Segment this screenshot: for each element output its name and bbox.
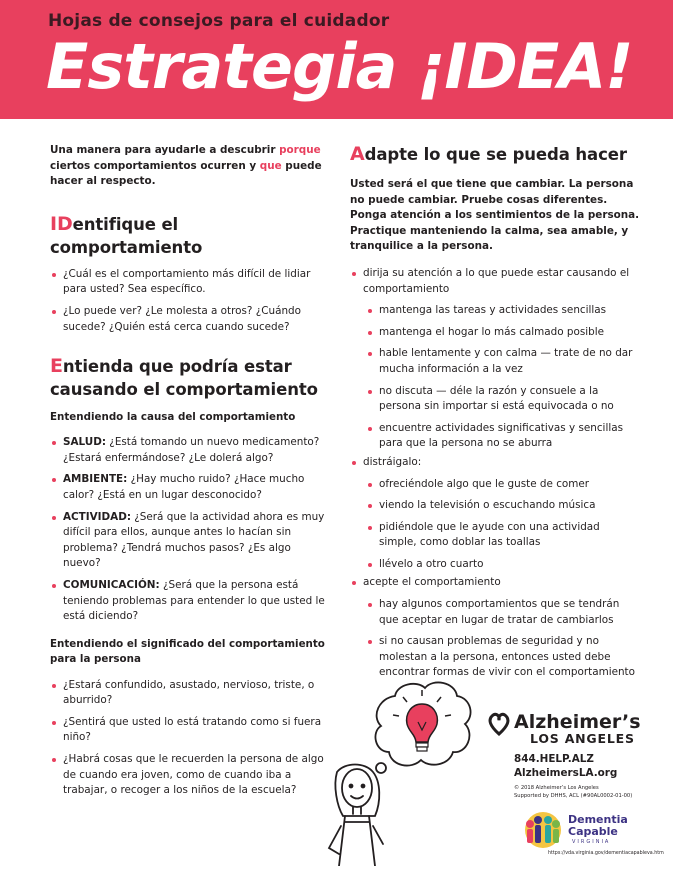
dc-line-3: VIRGINIA [572,839,611,845]
cause-text: ¿Será que la actividad ahora es muy difícil para ellos, aunque antes lo hacían sin problema? ¿Tendrá muchos pasos? ¿Es algo nuevo? [63,510,325,570]
cause-text: ¿Será que la persona está teniendo problemas para entender lo que usted le está diciendo? [63,578,325,623]
list-item: ¿Cuál es el comportamiento más difícil de lidiar para usted? Sea específico. [50,267,330,298]
phone-number: 844.HELP.ALZ [514,753,594,765]
adapt-heading [350,143,640,166]
cause-list [50,435,330,625]
website: AlzheimersLA.org [514,767,618,779]
adapt-list-3 [350,575,640,591]
list-item: dirija su atención a lo que puede estar causando el comportamiento [350,266,640,297]
meaning-heading: Entendiendo el significado del comportamiento para la persona [50,637,325,665]
list-item [50,578,330,625]
support-line: Supported by DHHS, ACL (#90AL0002-01-00) [514,793,633,799]
list-item: ¿Sentirá que usted lo está tratando como si fuera niño? [50,715,330,746]
intro-paragraph [50,143,330,190]
intro-porque: porque [279,144,321,156]
adapt-rest: dapte lo que se pueda hacer [364,145,627,164]
list-item: no discuta — déle la razón y consuele a la persona sin importar si está equivocada o no [366,384,640,415]
list-item: mantenga el hogar lo más calmado posible [366,325,640,341]
people-icon [520,810,566,850]
adapt-sublist-3 [350,597,640,681]
list-item: si no causan problemas de seguridad y no molestan a la persona, entonces usted debe encontrar formas de vivir con el comportamiento [366,634,640,681]
list-item [50,435,330,466]
list-item: ¿Lo puede ver? ¿Le molesta a otros? ¿Cuándo sucede? ¿Quién está cerca cuando sucede? [50,304,330,335]
list-item: mantenga las tareas y actividades sencillas [366,303,640,319]
list-item: hable lentamente y con calma — trate de no dar mucha información a la vez [366,346,640,377]
cause-text: ¿Está tomando un nuevo medicamento? ¿Estará enfermándose? ¿Le dolerá algo? [63,436,320,464]
brand-subtitle: LOS ANGELES [530,731,635,746]
cause-label: COMUNICACIÓN: [63,578,160,591]
understand-heading [50,355,330,401]
brand-name: Alzheimer’s [514,711,641,733]
list-item [50,510,330,572]
intro-que: que [259,159,282,172]
adapt-sublist-2 [350,477,640,573]
woman-figure [329,765,383,867]
dc-line-2: Capable [568,825,618,838]
list-item: llévelo a otro cuarto [366,557,640,573]
adapt-list-2 [350,455,640,471]
intro-text-3: puede hacer al respecto. [50,159,322,188]
cause-label: ACTIVIDAD: [63,510,131,523]
left-column [50,143,330,799]
dementia-capable-logo [520,806,670,856]
footer-url[interactable]: https://vda.virginia.gov/dementiacapableva.htm [548,851,664,856]
alzheimers-la-logo [492,712,662,800]
list-item: pidiéndole que le ayude con una actividad simple, como doblar las toallas [366,520,640,551]
adapt-intro: Usted será el que tiene que cambiar. La persona no puede cambiar. Pruebe cosas diferentes. Ponga atención a los sentimientos de la persona. Practique manteniendo la calma, sea amable, y tranquilice a la persona. [350,178,640,253]
understand-rest: ntienda que podría estar causando el comportamiento [50,357,318,400]
cause-label: AMBIENTE: [63,473,128,486]
header-banner [0,0,673,119]
list-item: viendo la televisión o escuchando música [366,498,640,514]
page-title: Estrategia ¡IDEA! [46,30,633,103]
meaning-list [50,678,330,799]
list-item [50,472,330,503]
idea-illustration [325,676,485,866]
list-item: acepte el comportamiento [350,575,640,591]
intro-text-1: Una manera para ayudarle a descubrir [50,144,280,156]
cause-heading: Entendiendo la causa del comportamiento [50,411,296,424]
adapt-list [350,266,640,297]
list-item: ¿Estará confundido, asustado, nervioso, triste, o aburrido? [50,678,330,709]
list-item: distráigalo: [350,455,640,471]
identify-cap: ID [50,212,73,235]
ribbon-icon [486,712,512,736]
adapt-sublist-1 [350,303,640,452]
copyright: © 2018 Alzheimer’s Los Angeles [514,785,599,791]
identify-list [50,267,330,335]
intro-text-2: ciertos comportamientos ocurren y [50,159,260,172]
header-subtitle: Hojas de consejos para el cuidador [48,11,390,31]
adapt-cap: A [350,143,365,165]
cause-label: SALUD: [63,436,106,449]
list-item: ¿Habrá cosas que le recuerden la persona de algo de cuando era joven, como de cuando iba a trabajar, o recoger a los niños de la escuela? [50,752,330,799]
dc-line-1: Dementia [568,813,628,826]
list-item: hay algunos comportamientos que se tendrán que aceptar en lugar de tratar de cambiarlos [366,597,640,628]
understand-cap: E [50,355,63,378]
list-item: encuentre actividades significativas y sencillas para que la persona no se aburra [366,421,640,452]
right-column [350,143,640,681]
identify-heading [50,213,330,259]
cause-text: ¿Hay mucho ruido? ¿Hace mucho calor? ¿Está en un lugar desconocido? [63,473,305,501]
identify-rest: entifique el comportamiento [50,214,203,257]
list-item: ofreciéndole algo que le guste de comer [366,477,640,493]
